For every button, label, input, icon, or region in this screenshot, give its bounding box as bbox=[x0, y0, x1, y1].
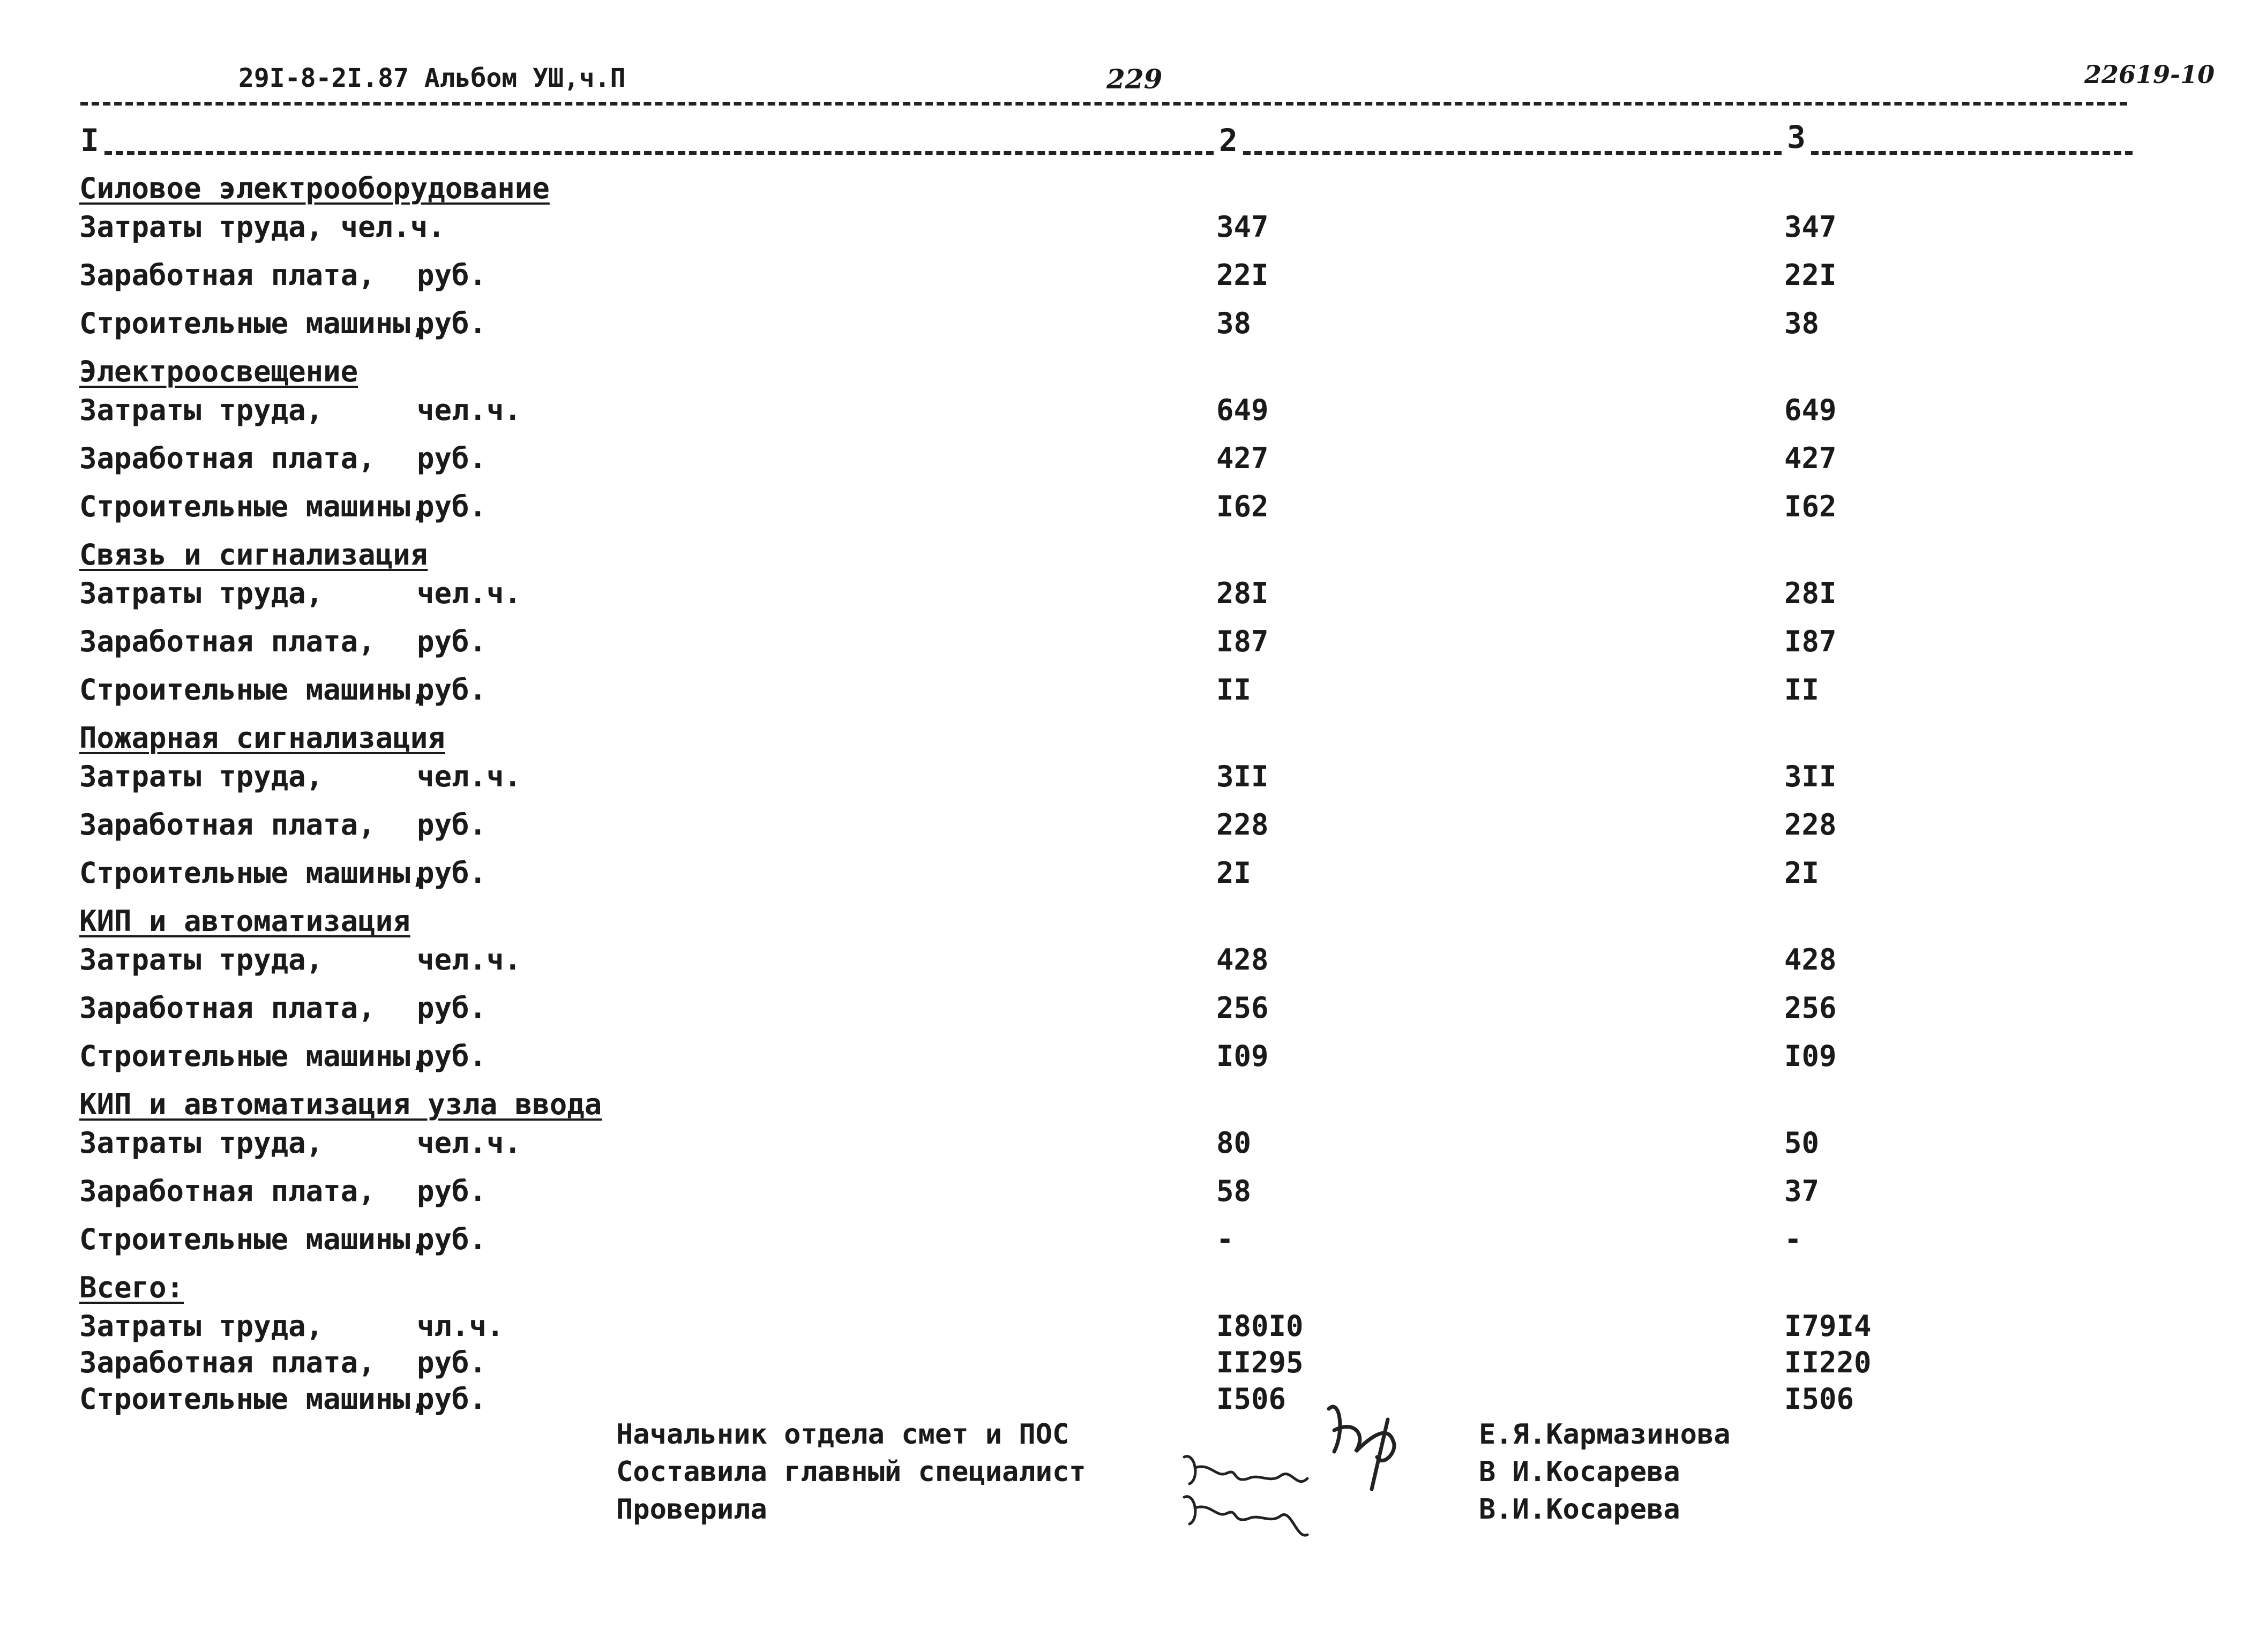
table-row bbox=[0, 1382, 2259, 1429]
row-label: Строительные машины, bbox=[79, 1222, 428, 1256]
cell-column-2: 3II bbox=[1216, 760, 1269, 793]
signature-role-1: Начальник отдела смет и ПОС bbox=[616, 1418, 1069, 1451]
handwritten-signature-head bbox=[1307, 1387, 1436, 1495]
cell-column-2: 428 bbox=[1216, 943, 1269, 977]
cell-column-2: I62 bbox=[1216, 490, 1269, 523]
row-unit: руб. bbox=[417, 1039, 487, 1073]
row-unit: руб. bbox=[417, 1382, 487, 1416]
row-unit: чл.ч. bbox=[417, 1309, 504, 1343]
row-label: Заработная плата, bbox=[79, 441, 376, 475]
cell-column-3: 22I bbox=[1784, 258, 1837, 292]
table-row bbox=[0, 1039, 2259, 1086]
section-title: Всего: bbox=[79, 1271, 184, 1304]
table-row bbox=[0, 1222, 2259, 1270]
row-label: Заработная плата, bbox=[79, 808, 376, 842]
cell-column-2: 347 bbox=[1216, 210, 1269, 244]
cell-column-2: 2I bbox=[1216, 856, 1252, 890]
cell-column-2: 38 bbox=[1216, 306, 1252, 340]
row-unit: руб. bbox=[417, 1222, 487, 1256]
table-row bbox=[0, 1174, 2259, 1221]
table-row bbox=[0, 258, 2259, 305]
table-row bbox=[0, 306, 2259, 354]
cell-column-3: 28I bbox=[1784, 576, 1837, 610]
table-row bbox=[0, 856, 2259, 903]
cell-column-3: 37 bbox=[1784, 1174, 1820, 1208]
table-row bbox=[0, 210, 2259, 257]
cell-column-3: I09 bbox=[1784, 1039, 1837, 1073]
row-label: Затраты труда, bbox=[79, 760, 324, 793]
cell-column-2: I80I0 bbox=[1216, 1309, 1304, 1343]
section-title: КИП и автоматизация bbox=[79, 904, 410, 938]
row-label: Заработная плата, bbox=[79, 1174, 376, 1208]
row-unit: руб. bbox=[417, 625, 487, 658]
cell-column-2: II bbox=[1216, 673, 1252, 707]
row-unit: руб. bbox=[417, 673, 487, 707]
row-label: Затраты труда, bbox=[79, 943, 324, 977]
cell-column-3: 427 bbox=[1784, 441, 1837, 475]
cell-column-3: 347 bbox=[1784, 210, 1837, 244]
table-row bbox=[0, 490, 2259, 537]
row-unit: руб. bbox=[417, 490, 487, 523]
signature-role-3: Проверила bbox=[616, 1493, 767, 1526]
cell-column-2: 28I bbox=[1216, 576, 1269, 610]
row-unit: чел.ч. bbox=[417, 393, 522, 427]
row-label: Строительные машины, bbox=[79, 306, 428, 340]
cell-column-2: 649 bbox=[1216, 393, 1269, 427]
table-row bbox=[0, 760, 2259, 807]
cell-column-2: - bbox=[1216, 1222, 1234, 1256]
cell-column-2: I87 bbox=[1216, 625, 1269, 658]
header-divider bbox=[80, 102, 2127, 106]
row-label: Заработная плата, bbox=[79, 1346, 376, 1379]
cell-column-3: 228 bbox=[1784, 808, 1837, 842]
row-unit: руб. bbox=[417, 1174, 487, 1208]
column-number-divider bbox=[104, 151, 1214, 155]
cell-column-3: - bbox=[1784, 1222, 1802, 1256]
row-label: Строительные машины, bbox=[79, 1382, 428, 1416]
cell-column-2: I09 bbox=[1216, 1039, 1269, 1073]
row-label: Затраты труда, чел.ч. bbox=[79, 210, 445, 244]
column-number-1: I bbox=[80, 122, 99, 159]
row-unit: чел.ч. bbox=[417, 943, 522, 977]
table-row bbox=[0, 991, 2259, 1038]
row-unit: руб. bbox=[417, 856, 487, 890]
cell-column-3: I79I4 bbox=[1784, 1309, 1872, 1343]
cell-column-3: I62 bbox=[1784, 490, 1837, 523]
column-number-2: 2 bbox=[1219, 122, 1238, 159]
cell-column-3: II bbox=[1784, 673, 1820, 707]
row-unit: чел.ч. bbox=[417, 1126, 522, 1160]
cell-column-2: 80 bbox=[1216, 1126, 1252, 1160]
row-unit: руб. bbox=[417, 441, 487, 475]
cell-column-3: 256 bbox=[1784, 991, 1837, 1025]
table-row bbox=[0, 1126, 2259, 1173]
table-row bbox=[0, 576, 2259, 624]
cell-column-2: II295 bbox=[1216, 1346, 1304, 1379]
corner-document-code: 22619-10 bbox=[2084, 60, 2215, 89]
section-title: Силовое электрооборудование bbox=[79, 171, 550, 205]
table-row bbox=[0, 943, 2259, 990]
row-label: Заработная плата, bbox=[79, 625, 376, 658]
section-title: Пожарная сигнализация bbox=[79, 721, 445, 755]
table-row bbox=[0, 441, 2259, 489]
section-title: Электроосвещение bbox=[79, 355, 358, 388]
cell-column-3: I87 bbox=[1784, 625, 1837, 658]
row-unit: чел.ч. bbox=[417, 576, 522, 610]
row-label: Затраты труда, bbox=[79, 1126, 324, 1160]
handwritten-signature-checker bbox=[1179, 1486, 1318, 1545]
cell-column-2: 58 bbox=[1216, 1174, 1252, 1208]
table-row bbox=[0, 808, 2259, 855]
cell-column-2: 427 bbox=[1216, 441, 1269, 475]
signature-name-3: В.И.Косарева bbox=[1479, 1493, 1680, 1526]
row-label: Затраты труда, bbox=[79, 576, 324, 610]
column-number-divider bbox=[1243, 151, 1782, 155]
cell-column-2: I506 bbox=[1216, 1382, 1286, 1416]
cell-column-2: 256 bbox=[1216, 991, 1269, 1025]
row-label: Заработная плата, bbox=[79, 258, 376, 292]
column-number-divider bbox=[1811, 151, 2133, 155]
row-label: Строительные машины, bbox=[79, 1039, 428, 1073]
section-title: Связь и сигнализация bbox=[79, 538, 428, 572]
cell-column-2: 228 bbox=[1216, 808, 1269, 842]
section-title: КИП и автоматизация узла ввода bbox=[79, 1087, 602, 1121]
cell-column-3: 3II bbox=[1784, 760, 1837, 793]
row-label: Затраты труда, bbox=[79, 1309, 324, 1343]
cell-column-3: 50 bbox=[1784, 1126, 1820, 1160]
cell-column-2: 22I bbox=[1216, 258, 1269, 292]
cell-column-3: 38 bbox=[1784, 306, 1820, 340]
row-unit: руб. bbox=[417, 1346, 487, 1379]
column-number-3: 3 bbox=[1787, 119, 1806, 155]
row-label: Строительные машины, bbox=[79, 856, 428, 890]
row-unit: руб. bbox=[417, 808, 487, 842]
row-unit: руб. bbox=[417, 991, 487, 1025]
cell-column-3: 428 bbox=[1784, 943, 1837, 977]
cell-column-3: II220 bbox=[1784, 1346, 1872, 1379]
signature-name-2: В И.Косарева bbox=[1479, 1456, 1680, 1488]
row-label: Строительные машины, bbox=[79, 490, 428, 523]
document-code: 29I-8-2I.87 Альбом УШ,ч.П bbox=[238, 63, 626, 93]
cell-column-3: I506 bbox=[1784, 1382, 1854, 1416]
row-label: Затраты труда, bbox=[79, 393, 324, 427]
cell-column-3: 2I bbox=[1784, 856, 1820, 890]
signature-role-2: Составила главный специалист bbox=[616, 1456, 1086, 1488]
page-number: 229 bbox=[1106, 63, 1163, 95]
table-row bbox=[0, 673, 2259, 720]
row-unit: руб. bbox=[417, 306, 487, 340]
cell-column-3: 649 bbox=[1784, 393, 1837, 427]
table-row bbox=[0, 625, 2259, 672]
row-label: Строительные машины, bbox=[79, 673, 428, 707]
row-unit: чел.ч. bbox=[417, 760, 522, 793]
signature-name-1: Е.Я.Кармазинова bbox=[1479, 1418, 1731, 1451]
table-row bbox=[0, 393, 2259, 440]
row-label: Заработная плата, bbox=[79, 991, 376, 1025]
row-unit: руб. bbox=[417, 258, 487, 292]
